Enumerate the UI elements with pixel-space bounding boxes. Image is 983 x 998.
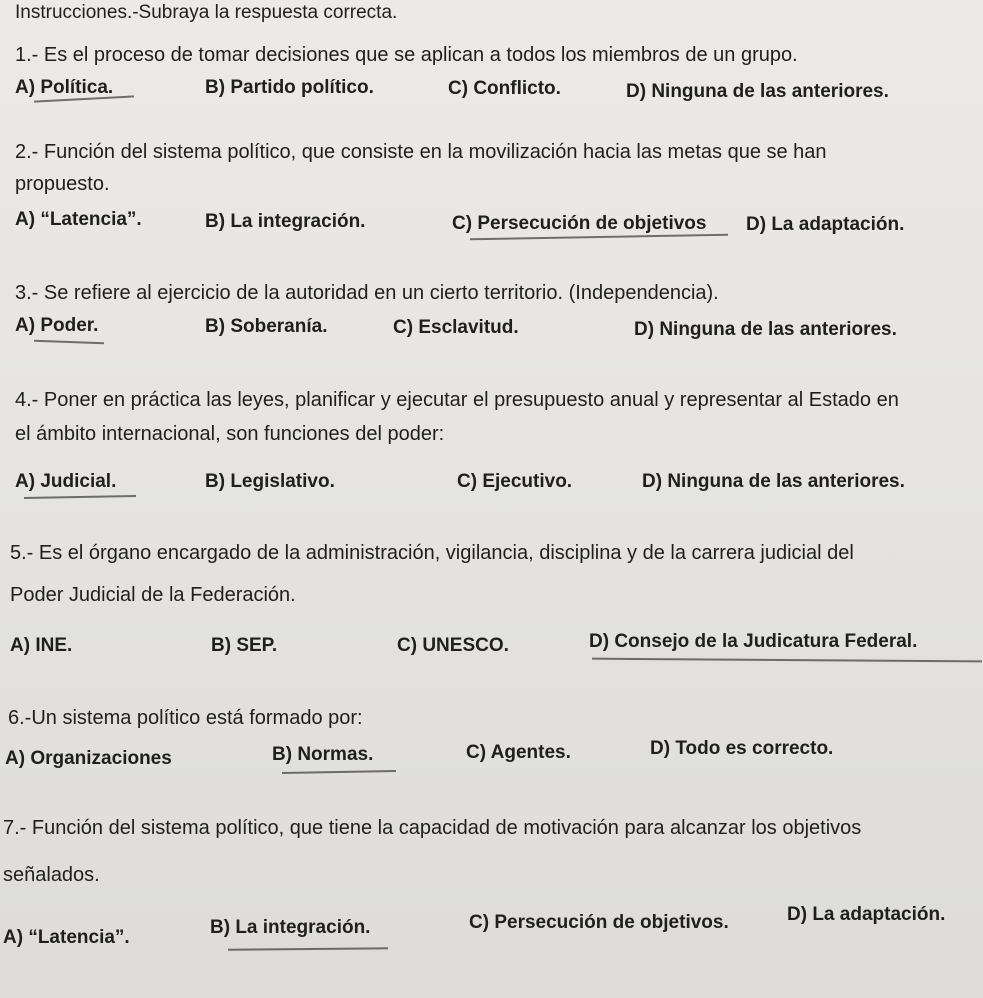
question-1-option-b[interactable]: B) Partido político.	[205, 77, 374, 98]
question-3-option-b[interactable]: B) Soberanía.	[205, 316, 328, 337]
question-5-option-d[interactable]: D) Consejo de la Judicatura Federal.	[589, 631, 918, 652]
question-5-option-b[interactable]: B) SEP.	[211, 635, 278, 656]
question-2-text: 2.- Función del sistema político, que consiste en la movilización hacia las metas que se han	[15, 141, 827, 163]
question-7-option-a[interactable]: A) “Latencia”.	[3, 927, 130, 948]
question-4-option-c[interactable]: C) Ejecutivo.	[457, 471, 573, 492]
answer-underline-6	[282, 770, 396, 774]
question-2-option-a[interactable]: A) “Latencia”.	[15, 209, 142, 230]
question-6-option-c[interactable]: C) Agentes.	[466, 742, 571, 763]
question-7-text: 7.- Función del sistema político, que tiene la capacidad de motivación para alcanzar los objetivos	[3, 817, 862, 839]
question-6-option-b[interactable]: B) Normas.	[272, 744, 374, 765]
question-2-option-c[interactable]: C) Persecución de objetivos	[452, 213, 707, 234]
question-4-option-d[interactable]: D) Ninguna de las anteriores.	[642, 471, 905, 492]
question-3-option-c[interactable]: C) Esclavitud.	[393, 317, 519, 338]
question-4-text: 4.- Poner en práctica las leyes, planificar y ejecutar el presupuesto anual y representar al Estado en	[15, 389, 899, 411]
question-5-option-a[interactable]: A) INE.	[10, 635, 73, 656]
question-4-text-cont: el ámbito internacional, son funciones del poder:	[15, 423, 445, 445]
question-2-option-b[interactable]: B) La integración.	[205, 211, 366, 232]
question-1-text: 1.- Es el proceso de tomar decisiones que se aplican a todos los miembros de un grupo.	[15, 44, 798, 66]
question-5-option-c[interactable]: C) UNESCO.	[397, 635, 509, 656]
question-5-text-cont: Poder Judicial de la Federación.	[10, 584, 296, 606]
question-7-option-b[interactable]: B) La integración.	[210, 917, 371, 938]
question-3-text: 3.- Se refiere al ejercicio de la autoridad en un cierto territorio. (Independencia).	[15, 282, 719, 304]
question-6-text: 6.-Un sistema político está formado por:	[8, 707, 363, 729]
question-5-text: 5.- Es el órgano encargado de la administración, vigilancia, disciplina y de la carrera judicial del	[10, 542, 854, 564]
instructions: Instrucciones.-Subraya la respuesta correcta.	[15, 2, 398, 23]
question-6-option-d[interactable]: D) Todo es correcto.	[650, 738, 834, 759]
question-3-option-a[interactable]: A) Poder.	[15, 315, 99, 336]
question-4-option-a[interactable]: A) Judicial.	[15, 471, 117, 492]
question-7-text-cont: señalados.	[3, 864, 100, 886]
answer-underline-3	[34, 340, 104, 344]
question-6-option-a[interactable]: A) Organizaciones	[5, 748, 172, 769]
question-1-option-a[interactable]: A) Política.	[15, 77, 114, 98]
answer-underline-5	[592, 658, 982, 663]
question-2-text-cont: propuesto.	[15, 173, 110, 195]
question-7-option-d[interactable]: D) La adaptación.	[787, 904, 946, 925]
question-7-option-c[interactable]: C) Persecución de objetivos.	[469, 912, 729, 933]
question-1-option-c[interactable]: C) Conflicto.	[448, 78, 561, 99]
question-4-option-b[interactable]: B) Legislativo.	[205, 471, 335, 492]
question-3-option-d[interactable]: D) Ninguna de las anteriores.	[634, 319, 897, 340]
answer-underline-4	[24, 495, 136, 499]
answer-underline-7	[228, 947, 388, 950]
question-1-option-d[interactable]: D) Ninguna de las anteriores.	[626, 81, 889, 102]
question-2-option-d[interactable]: D) La adaptación.	[746, 214, 905, 235]
